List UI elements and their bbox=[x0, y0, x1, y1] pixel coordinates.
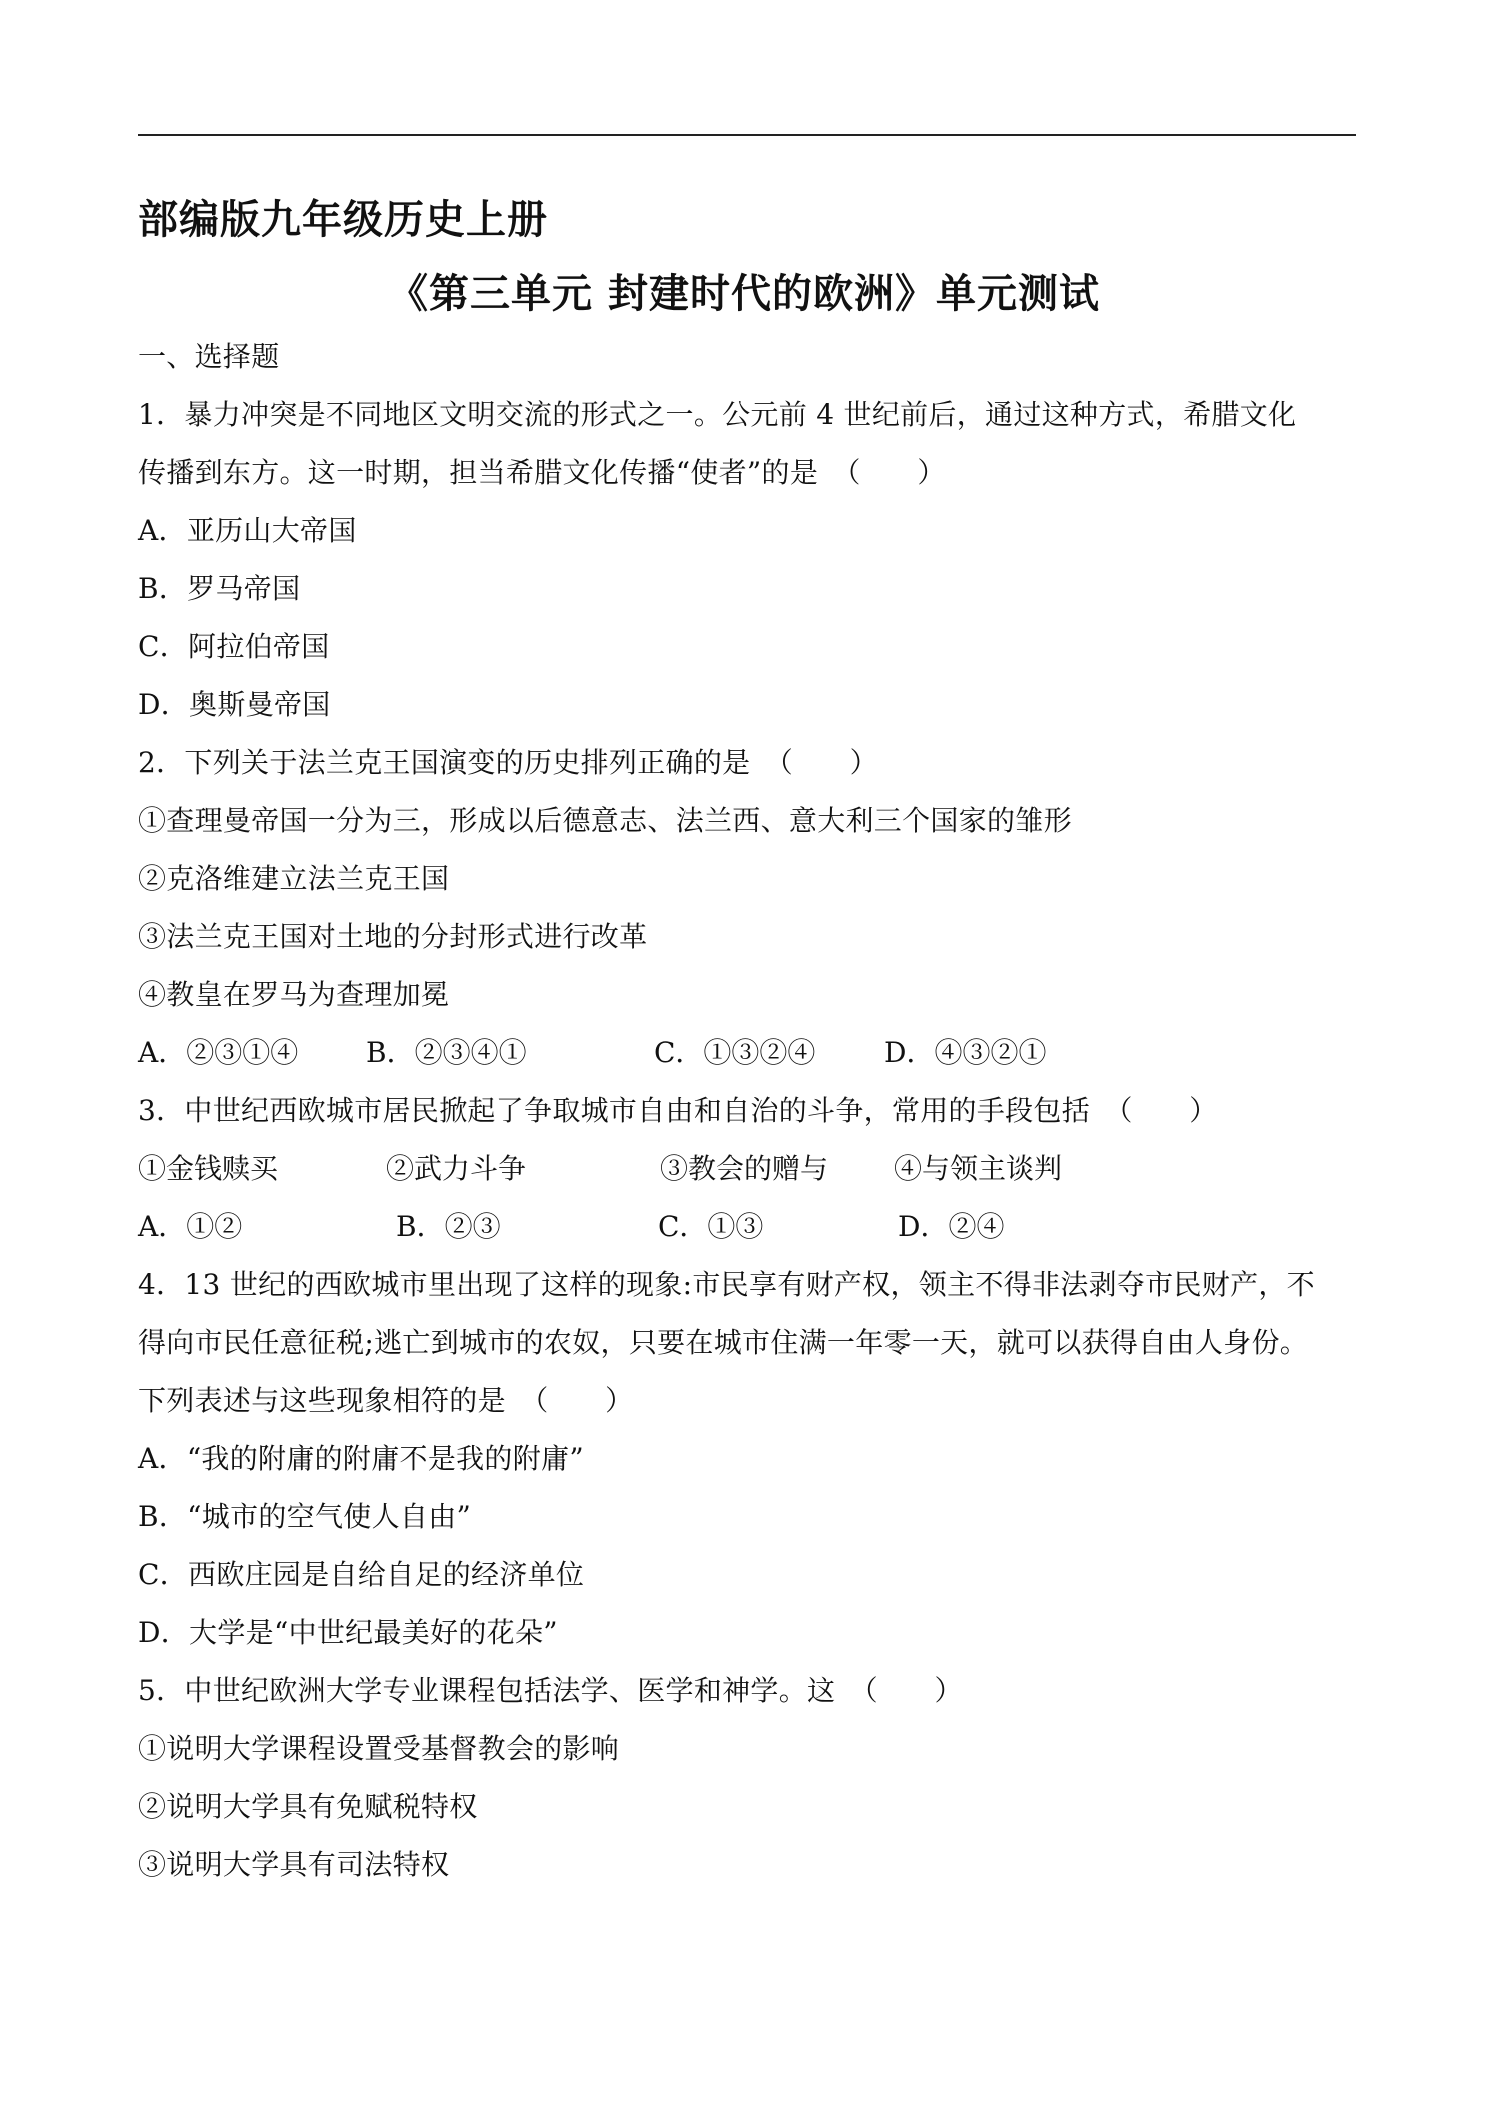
question-2-item-2: ②克洛维建立法兰克王国 bbox=[138, 862, 450, 895]
question-2-option-c: C．①③②④ bbox=[654, 1036, 816, 1069]
header-rule bbox=[138, 134, 1356, 136]
question-1-option-c: C．阿拉伯帝国 bbox=[138, 630, 330, 663]
question-1-option-b: B．罗马帝国 bbox=[138, 572, 301, 605]
question-3-option-c: C．①③ bbox=[658, 1210, 764, 1243]
question-3-option-a: A．①② bbox=[138, 1210, 243, 1243]
question-2-item-4: ④教皇在罗马为查理加冕 bbox=[138, 978, 450, 1011]
question-2-option-b: B．②③④① bbox=[366, 1036, 527, 1069]
question-3-option-b: B．②③ bbox=[396, 1210, 501, 1243]
question-4-line-3: 下列表述与这些现象相符的是 （ ） bbox=[138, 1384, 634, 1417]
question-3-item-2: ②武力斗争 bbox=[386, 1152, 527, 1185]
question-5-item-2: ②说明大学具有免赋税特权 bbox=[138, 1790, 478, 1823]
question-2-options bbox=[138, 1036, 1348, 1070]
question-4-option-d: D．大学是“中世纪最美好的花朵” bbox=[138, 1616, 558, 1649]
question-3-option-d: D．②④ bbox=[898, 1210, 1005, 1243]
question-2-item-3: ③法兰克王国对土地的分封形式进行改革 bbox=[138, 920, 648, 953]
question-4-option-c: C．西欧庄园是自给自足的经济单位 bbox=[138, 1558, 585, 1591]
question-4-option-a: A．“我的附庸的附庸不是我的附庸” bbox=[138, 1442, 584, 1475]
question-3-item-3: ③教会的赠与 bbox=[660, 1152, 829, 1185]
question-5-item-1: ①说明大学课程设置受基督教会的影响 bbox=[138, 1732, 620, 1765]
question-1-option-a: A．亚历山大帝国 bbox=[138, 514, 357, 547]
question-4-line-1: 4．13 世纪的西欧城市里出现了这样的现象:市民享有财产权，领主不得非法剥夺市民财产，不 bbox=[138, 1268, 1315, 1301]
question-3-line-1: 3．中世纪西欧城市居民掀起了争取城市自由和自治的斗争，常用的手段包括 （ ） bbox=[138, 1094, 1218, 1127]
document-subtitle: 《第三单元 封建时代的欧洲》单元测试 bbox=[388, 271, 1100, 317]
document-title: 部编版九年级历史上册 bbox=[138, 197, 548, 243]
question-1-line-2: 传播到东方。这一时期，担当希腊文化传播“使者”的是 （ ） bbox=[138, 456, 946, 489]
question-3-options bbox=[138, 1210, 1348, 1244]
question-2-option-a: A．②③①④ bbox=[138, 1036, 299, 1069]
section-heading: 一、选择题 bbox=[138, 340, 280, 373]
question-2-option-d: D．④③②① bbox=[884, 1036, 1047, 1069]
question-3-item-4: ④与领主谈判 bbox=[894, 1152, 1063, 1185]
question-2-line-1: 2．下列关于法兰克王国演变的历史排列正确的是 （ ） bbox=[138, 746, 878, 779]
question-4-line-2: 得向市民任意征税;逃亡到城市的农奴，只要在城市住满一年零一天，就可以获得自由人身份。 bbox=[138, 1326, 1309, 1359]
question-5-line-1: 5．中世纪欧洲大学专业课程包括法学、医学和神学。这 （ ） bbox=[138, 1674, 963, 1707]
question-4-option-b: B．“城市的空气使人自由” bbox=[138, 1500, 472, 1533]
question-3-item-1: ①金钱赎买 bbox=[138, 1152, 279, 1185]
question-5-item-3: ③说明大学具有司法特权 bbox=[138, 1848, 450, 1881]
question-1-option-d: D．奥斯曼帝国 bbox=[138, 688, 331, 721]
question-2-item-1: ①查理曼帝国一分为三，形成以后德意志、法兰西、意大利三个国家的雏形 bbox=[138, 804, 1072, 837]
question-3-items bbox=[138, 1152, 1348, 1186]
question-1-line-1: 1．暴力冲突是不同地区文明交流的形式之一。公元前 4 世纪前后，通过这种方式，希腊文化 bbox=[138, 398, 1297, 431]
